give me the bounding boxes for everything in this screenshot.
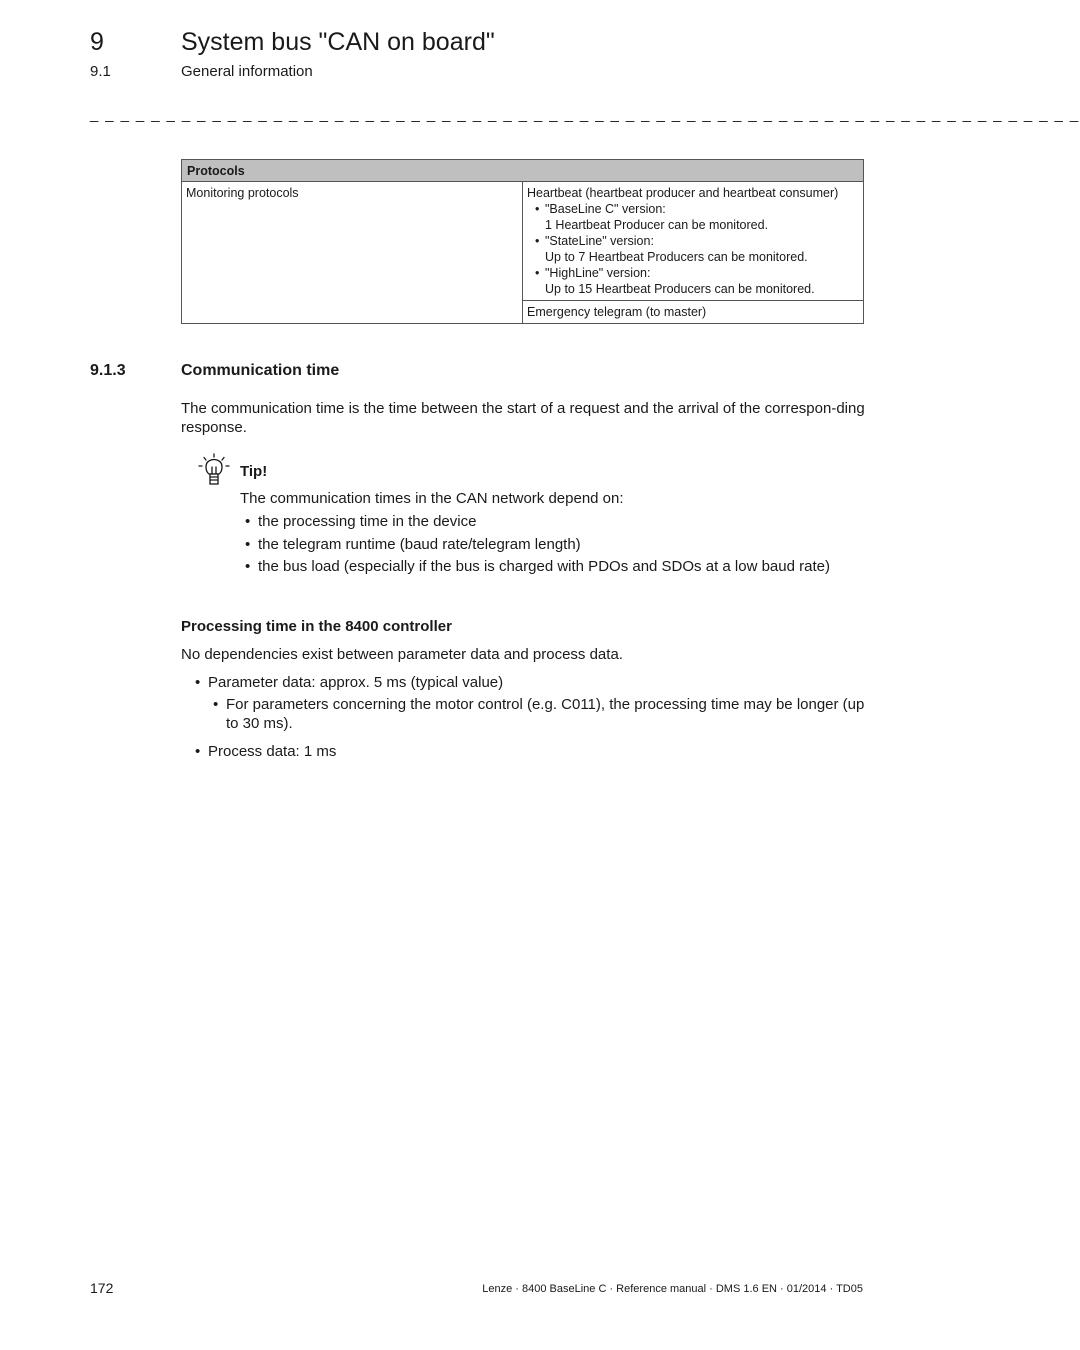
- chapter-number: 9: [90, 28, 104, 56]
- tip-item-text: the telegram runtime (baud rate/telegram length): [258, 535, 581, 553]
- list-item: [240, 557, 830, 580]
- tip-intro: The communication times in the CAN network depend on:: [240, 490, 624, 507]
- page-number: 172: [90, 1280, 114, 1296]
- emergency-cell: Emergency telegram (to master): [523, 301, 864, 324]
- intro-paragraph: The communication time is the time between the start of a request and the arrival of the correspon-ding response.: [181, 400, 865, 436]
- bullet-icon: •: [535, 266, 540, 280]
- row-label: Monitoring protocols: [182, 182, 523, 324]
- heartbeat-list: [527, 201, 859, 297]
- bullet-icon: •: [245, 535, 251, 553]
- footer-doc-info: Lenze · 8400 BaseLine C · Reference manual · DMS 1.6 EN · 01/2014 · TD05: [482, 1283, 863, 1295]
- processing-list: [181, 673, 865, 761]
- chapter-title: System bus "CAN on board": [181, 28, 495, 56]
- list-item: [527, 233, 859, 265]
- tip-label: Tip!: [240, 463, 268, 480]
- bullet-icon: •: [535, 202, 540, 216]
- list-item: [240, 512, 830, 535]
- version-detail: Up to 15 Heartbeat Producers can be monitored.: [545, 282, 815, 296]
- tip-list: [240, 512, 830, 580]
- table-header-row: [182, 160, 864, 182]
- tip-item-text: the processing time in the device: [258, 513, 477, 530]
- version-label: "HighLine" version:: [545, 266, 651, 280]
- processing-heading: Processing time in the 8400 controller: [181, 618, 452, 635]
- subsection-number: 9.1.3: [90, 362, 126, 379]
- heartbeat-cell: [523, 182, 864, 301]
- bullet-icon: •: [213, 696, 219, 713]
- version-label: "BaseLine C" version:: [545, 202, 666, 216]
- list-item: [527, 265, 859, 297]
- version-detail: Up to 7 Heartbeat Producers can be monitored.: [545, 250, 808, 264]
- list-item: [527, 201, 859, 233]
- version-label: "StateLine" version:: [545, 234, 654, 248]
- bullet-icon: •: [195, 743, 201, 760]
- list-item: [181, 673, 865, 733]
- list-item: [181, 742, 865, 761]
- subsection-title: Communication time: [181, 362, 340, 379]
- processing-item-text: Parameter data: approx. 5 ms (typical value): [208, 674, 504, 691]
- tip-item-text: the bus load (especially if the bus is charged with PDOs and SDOs at a low baud rate): [258, 558, 830, 575]
- version-detail: 1 Heartbeat Producer can be monitored.: [545, 218, 769, 232]
- heartbeat-title: Heartbeat (heartbeat producer and heartbeat consumer): [527, 186, 839, 200]
- bullet-icon: •: [245, 558, 251, 575]
- bullet-icon: •: [535, 234, 540, 248]
- list-item: [240, 535, 830, 558]
- list-item: [208, 695, 865, 733]
- bullet-icon: •: [245, 513, 251, 530]
- processing-item-text: Process data: 1 ms: [208, 743, 337, 760]
- table-row: [182, 182, 864, 301]
- processing-intro: No dependencies exist between parameter data and process data.: [181, 646, 623, 663]
- protocols-table: [181, 159, 864, 324]
- lightbulb-icon: [198, 453, 232, 487]
- bullet-icon: •: [195, 674, 201, 691]
- processing-sublist: [208, 695, 865, 733]
- processing-subitem-text: For parameters concerning the motor control (e.g. C011), the processing time may be longer (up to 30 ms).: [226, 696, 865, 732]
- section-number: 9.1: [90, 63, 111, 80]
- header-rule: _ _ _ _ _ _ _ _ _ _ _ _ _ _ _ _ _ _ _ _ _ _ _ _ _ _ _ _ _ _ _ _ _ _ _ _ _ _ _ _ _ _ _ _ _ _ _ _ _ _ _ _ _ _ _ _ _ _ _ _ _ _ _ _ _: [90, 106, 1080, 123]
- section-title: General information: [181, 63, 313, 80]
- table-header: Protocols: [182, 160, 864, 182]
